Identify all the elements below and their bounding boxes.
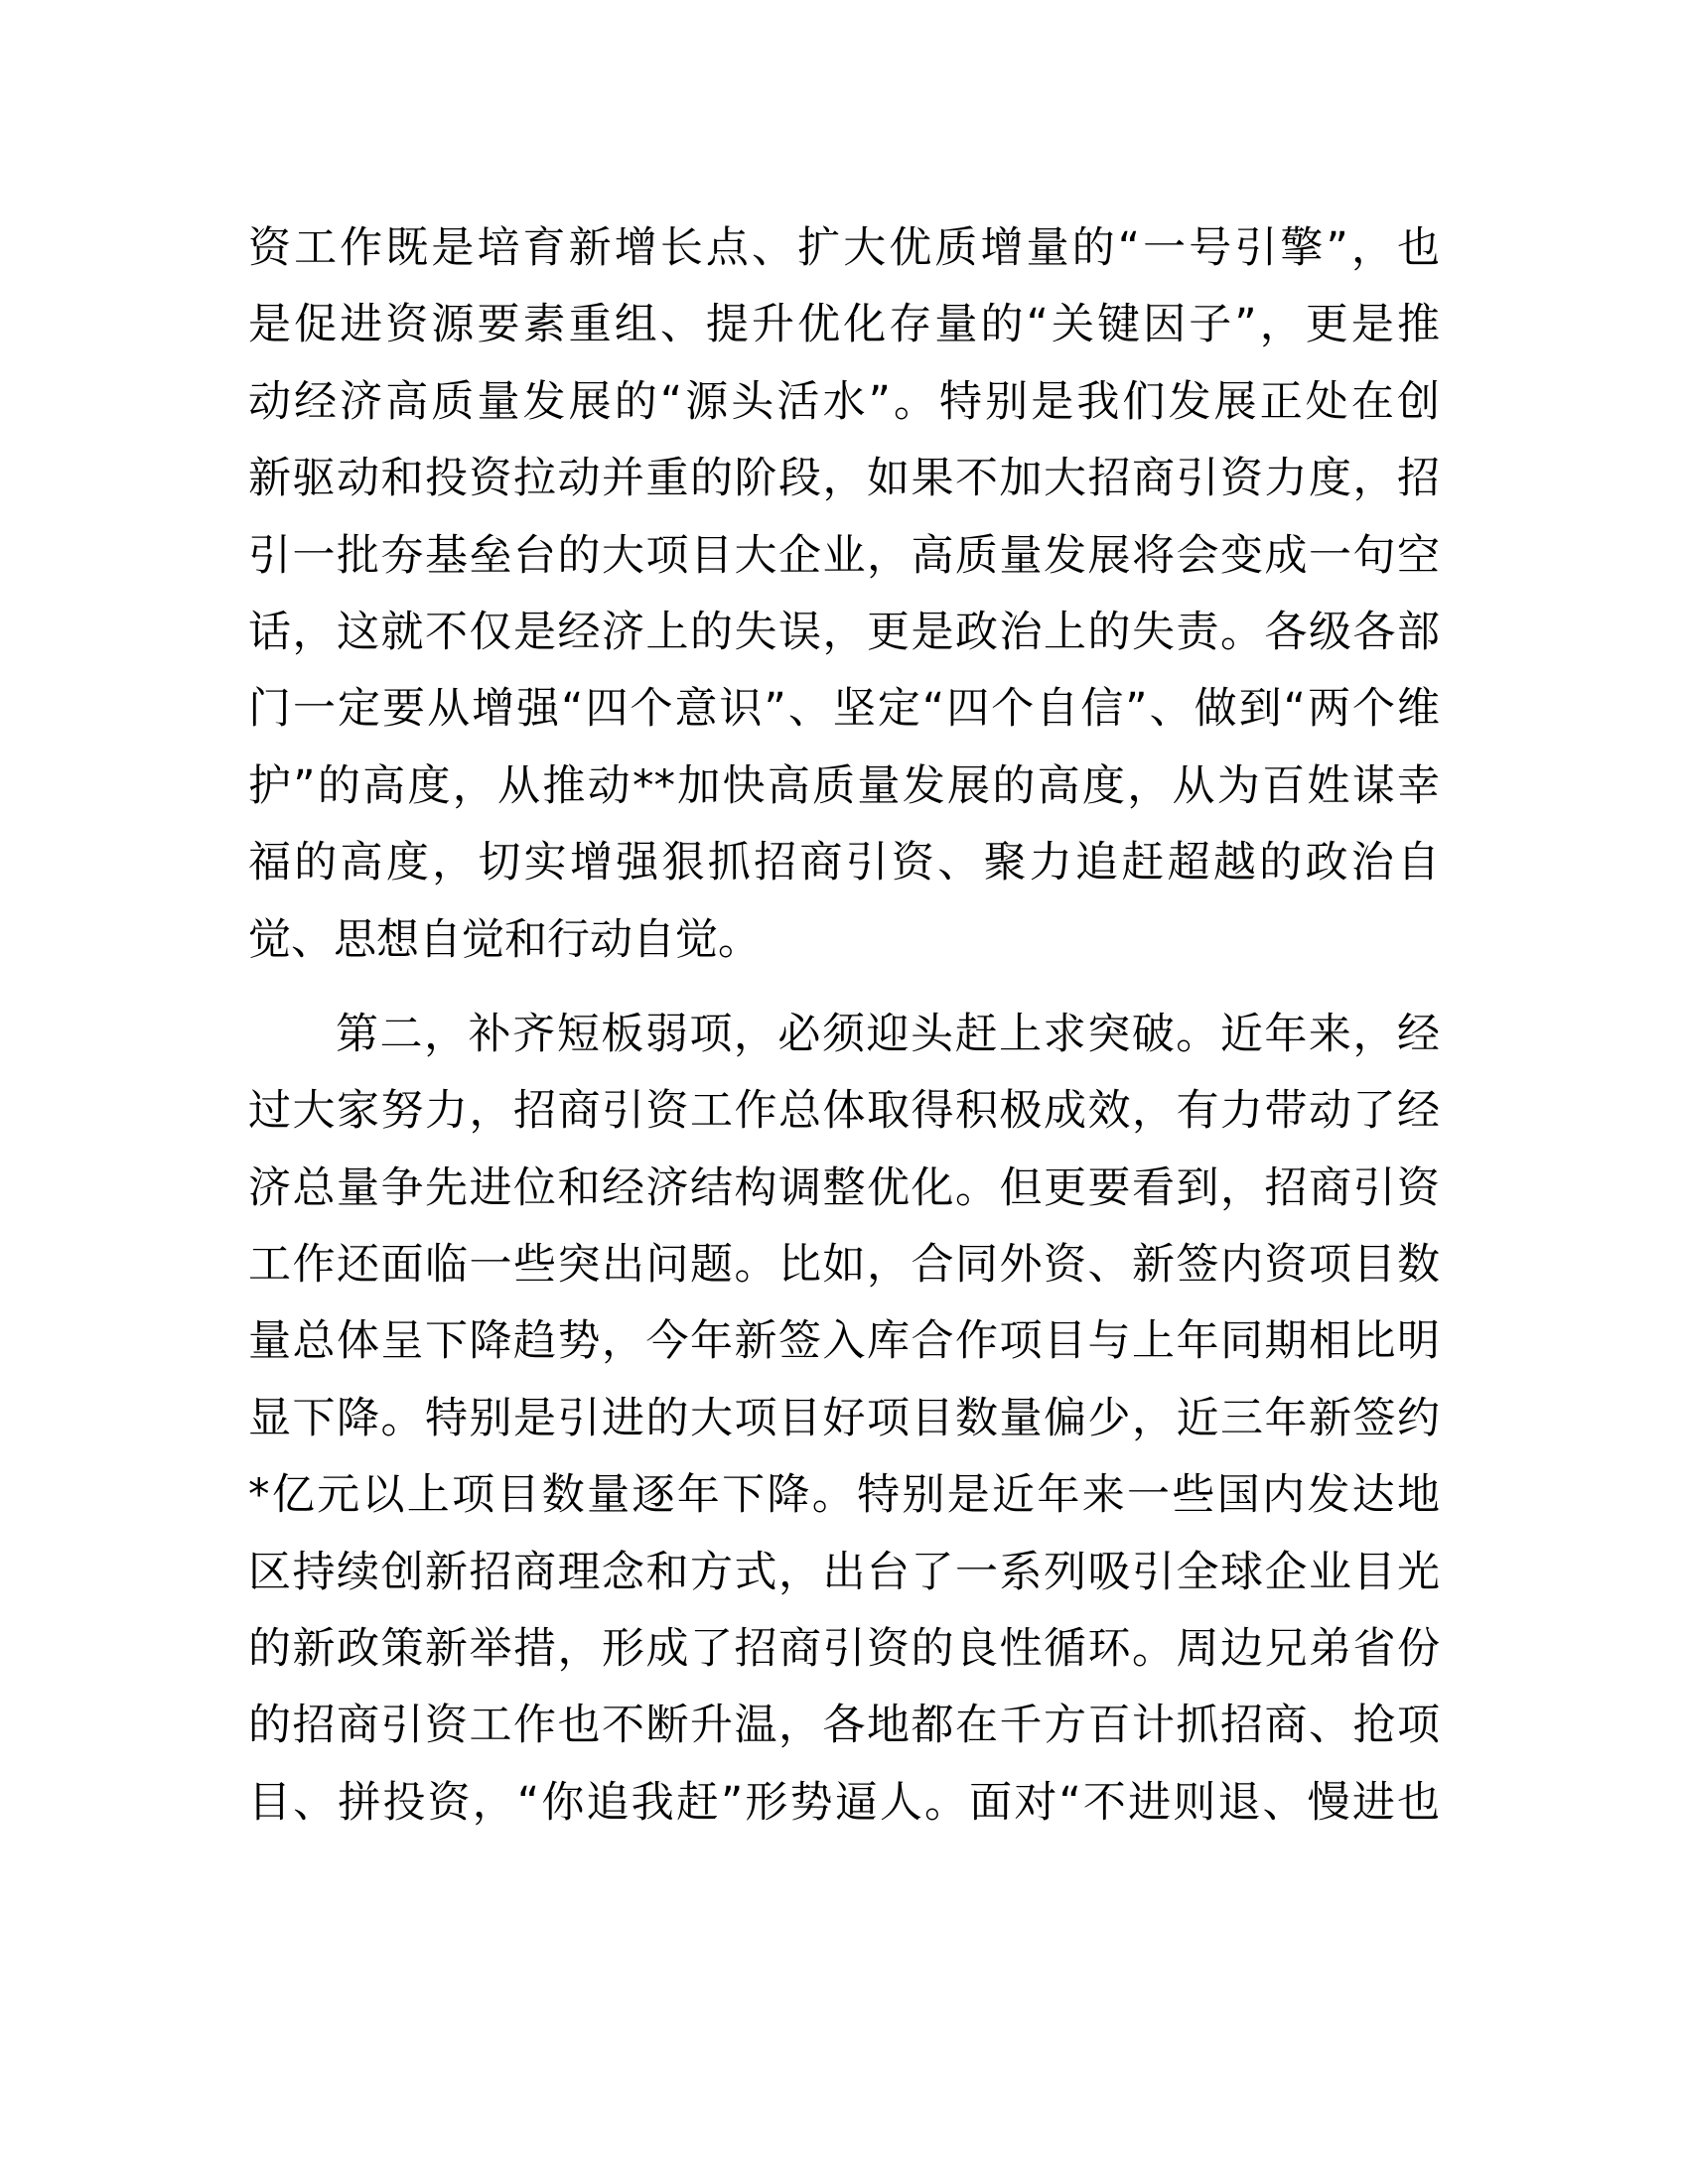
text-line: 动经济高质量发展的“源头活水”。特别是我们发展正处在创 bbox=[248, 376, 1440, 427]
text-line: 量总体呈下降趋势，今年新签入库合作项目与上年同期相比明 bbox=[248, 1316, 1440, 1367]
document-page bbox=[248, 210, 1440, 1842]
text-line: 福的高度，切实增强狠抓招商引资、聚力追赶超越的政治自 bbox=[248, 838, 1440, 888]
text-line: 过大家努力，招商引资工作总体取得积极成效，有力带动了经 bbox=[248, 1086, 1440, 1137]
text-line: 第二，补齐短板弱项，必须迎头赶上求突破。近年来，经 bbox=[336, 1009, 1440, 1059]
paragraph-2 bbox=[248, 997, 1440, 1842]
text-line: 护”的高度，从推动**加快高质量发展的高度，从为百姓谋幸 bbox=[248, 760, 1440, 811]
text-line: 工作还面临一些突出问题。比如，合同外资、新签内资项目数 bbox=[248, 1240, 1440, 1291]
text-line: 区持续创新招商理念和方式，出台了一系列吸引全球企业目光 bbox=[248, 1547, 1440, 1597]
text-line: 济总量争先进位和经济结构调整优化。但更要看到，招商引资 bbox=[248, 1162, 1440, 1213]
text-line: 是促进资源要素重组、提升优化存量的“关键因子”，更是推 bbox=[248, 300, 1440, 350]
text-line: 资工作既是培育新增长点、扩大优质增量的“一号引擎”，也 bbox=[248, 223, 1440, 273]
text-line: 话，这就不仅是经济上的失误，更是政治上的失责。各级各部 bbox=[248, 607, 1440, 657]
text-line: 显下降。特别是引进的大项目好项目数量偏少，近三年新签约 bbox=[248, 1393, 1440, 1443]
text-line: 门一定要从增强“四个意识”、坚定“四个自信”、做到“两个维 bbox=[248, 684, 1440, 735]
text-line: 的新政策新举措，形成了招商引资的良性循环。周边兄弟省份 bbox=[248, 1624, 1440, 1675]
text-line: 目、拼投资，“你追我赶”形势逼人。面对“不进则退、慢进也 bbox=[248, 1777, 1440, 1828]
paragraph-1 bbox=[248, 210, 1440, 979]
text-line: 的招商引资工作也不断升温，各地都在千方百计抓招商、抢项 bbox=[248, 1701, 1440, 1751]
text-line: 新驱动和投资拉动并重的阶段，如果不加大招商引资力度，招 bbox=[248, 454, 1440, 504]
text-line: 觉、思想自觉和行动自觉。 bbox=[248, 914, 761, 965]
text-line: *亿元以上项目数量逐年下降。特别是近年来一些国内发达地 bbox=[248, 1470, 1440, 1521]
text-line: 引一批夯基垒台的大项目大企业，高质量发展将会变成一句空 bbox=[248, 530, 1440, 581]
